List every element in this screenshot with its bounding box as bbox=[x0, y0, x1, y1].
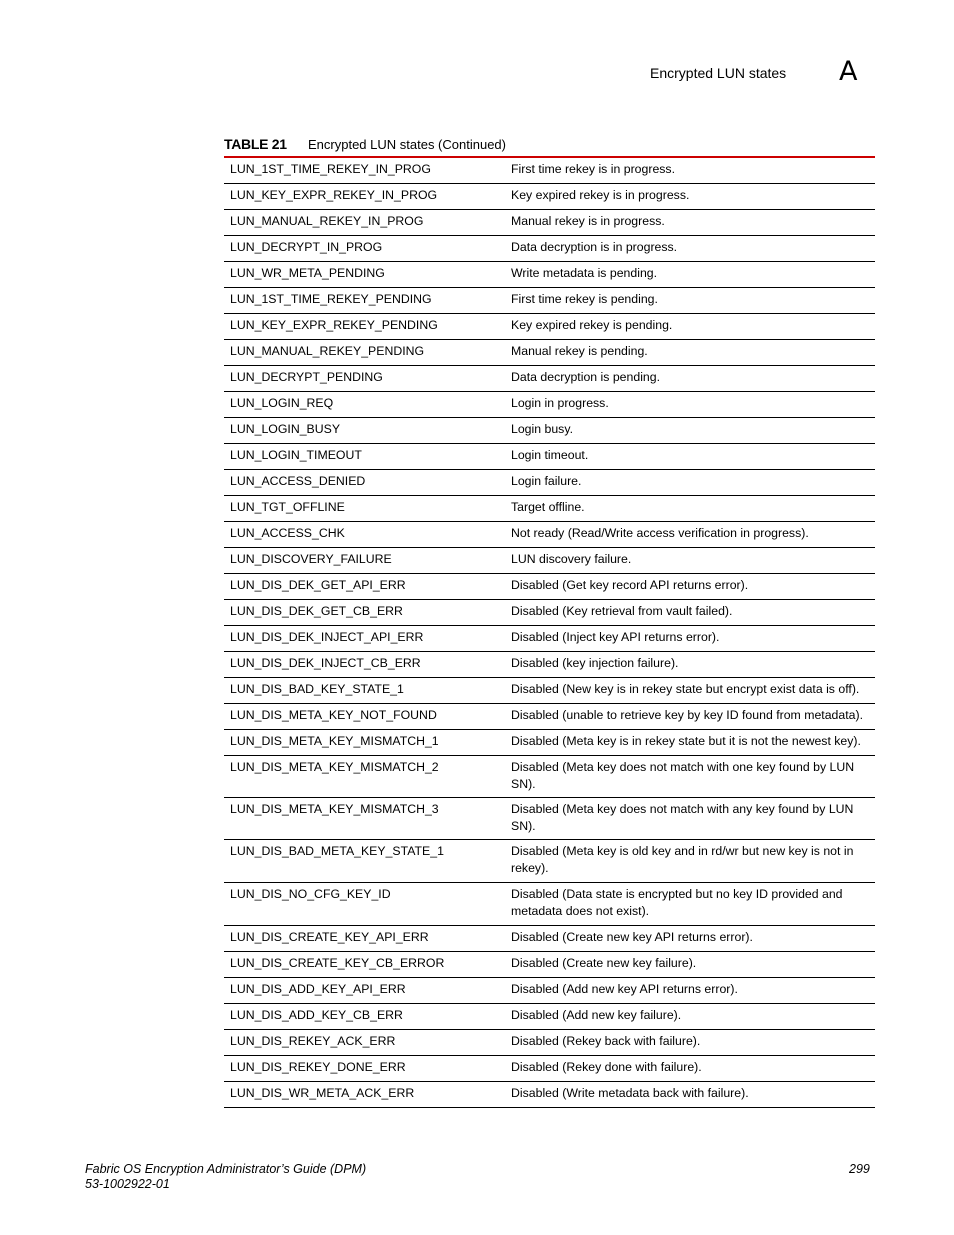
table-row bbox=[224, 798, 875, 840]
table-row bbox=[224, 840, 875, 883]
state-cell: LUN_DIS_DEK_INJECT_CB_ERR bbox=[224, 652, 504, 678]
table-row bbox=[224, 574, 875, 600]
table-row bbox=[224, 1004, 875, 1030]
description-cell: Disabled (Get key record API returns error). bbox=[504, 574, 875, 600]
state-cell: LUN_DIS_BAD_KEY_STATE_1 bbox=[224, 678, 504, 704]
table-title: Encrypted LUN states (Continued) bbox=[308, 137, 506, 152]
table-row bbox=[224, 444, 875, 470]
description-cell: Disabled (Inject key API returns error). bbox=[504, 626, 875, 652]
table-row bbox=[224, 522, 875, 548]
description-cell: Write metadata is pending. bbox=[504, 262, 875, 288]
state-cell: LUN_DIS_META_KEY_MISMATCH_3 bbox=[224, 798, 504, 840]
table-row bbox=[224, 184, 875, 210]
footer-guide-title: Fabric OS Encryption Administrator’s Guide (DPM) bbox=[85, 1162, 367, 1176]
description-cell: Disabled (Meta key does not match with any key found by LUN SN). bbox=[504, 798, 875, 840]
state-cell: LUN_DIS_DEK_INJECT_API_ERR bbox=[224, 626, 504, 652]
table-row bbox=[224, 626, 875, 652]
table-row bbox=[224, 262, 875, 288]
table-row bbox=[224, 678, 875, 704]
state-cell: LUN_DECRYPT_IN_PROG bbox=[224, 236, 504, 262]
description-cell: Disabled (Create new key API returns error). bbox=[504, 926, 875, 952]
table-row bbox=[224, 418, 875, 444]
description-cell: Login failure. bbox=[504, 470, 875, 496]
state-cell: LUN_DIS_ADD_KEY_CB_ERR bbox=[224, 1004, 504, 1030]
state-cell: LUN_DIS_META_KEY_MISMATCH_2 bbox=[224, 756, 504, 798]
description-cell: LUN discovery failure. bbox=[504, 548, 875, 574]
footer-doc-number: 53-1002922-01 bbox=[85, 1177, 170, 1191]
state-cell: LUN_KEY_EXPR_REKEY_PENDING bbox=[224, 314, 504, 340]
table-row bbox=[224, 1056, 875, 1082]
description-cell: Disabled (Create new key failure). bbox=[504, 952, 875, 978]
description-cell: Data decryption is pending. bbox=[504, 366, 875, 392]
page-number: 299 bbox=[849, 1162, 870, 1176]
state-cell: LUN_MANUAL_REKEY_PENDING bbox=[224, 340, 504, 366]
table-row bbox=[224, 1030, 875, 1056]
state-cell: LUN_DIS_WR_META_ACK_ERR bbox=[224, 1082, 504, 1108]
table-row bbox=[224, 548, 875, 574]
state-cell: LUN_WR_META_PENDING bbox=[224, 262, 504, 288]
description-cell: Disabled (Rekey back with failure). bbox=[504, 1030, 875, 1056]
state-cell: LUN_DIS_ADD_KEY_API_ERR bbox=[224, 978, 504, 1004]
table-row bbox=[224, 978, 875, 1004]
state-cell: LUN_1ST_TIME_REKEY_PENDING bbox=[224, 288, 504, 314]
description-cell: Disabled (Key retrieval from vault failed). bbox=[504, 600, 875, 626]
description-cell: Disabled (Meta key does not match with one key found by LUN SN). bbox=[504, 756, 875, 798]
table-row bbox=[224, 952, 875, 978]
table-caption bbox=[224, 136, 875, 156]
description-cell: First time rekey is pending. bbox=[504, 288, 875, 314]
table-row bbox=[224, 756, 875, 798]
table-row bbox=[224, 236, 875, 262]
state-cell: LUN_1ST_TIME_REKEY_IN_PROG bbox=[224, 158, 504, 184]
table-row bbox=[224, 158, 875, 184]
description-cell: Disabled (Write metadata back with failure). bbox=[504, 1082, 875, 1108]
state-cell: LUN_LOGIN_TIMEOUT bbox=[224, 444, 504, 470]
description-cell: Data decryption is in progress. bbox=[504, 236, 875, 262]
state-cell: LUN_ACCESS_DENIED bbox=[224, 470, 504, 496]
description-cell: Target offline. bbox=[504, 496, 875, 522]
state-cell: LUN_KEY_EXPR_REKEY_IN_PROG bbox=[224, 184, 504, 210]
appendix-letter: A bbox=[839, 56, 858, 87]
state-cell: LUN_DIS_CREATE_KEY_API_ERR bbox=[224, 926, 504, 952]
description-cell: First time rekey is in progress. bbox=[504, 158, 875, 184]
state-cell: LUN_TGT_OFFLINE bbox=[224, 496, 504, 522]
description-cell: Disabled (Meta key is in rekey state but it is not the newest key). bbox=[504, 730, 875, 756]
state-cell: LUN_DISCOVERY_FAILURE bbox=[224, 548, 504, 574]
table-row bbox=[224, 210, 875, 236]
state-cell: LUN_DIS_DEK_GET_CB_ERR bbox=[224, 600, 504, 626]
state-cell: LUN_DIS_DEK_GET_API_ERR bbox=[224, 574, 504, 600]
table-row bbox=[224, 392, 875, 418]
description-cell: Login in progress. bbox=[504, 392, 875, 418]
description-cell: Login busy. bbox=[504, 418, 875, 444]
table-body bbox=[224, 158, 875, 1108]
table-label: TABLE 21 bbox=[224, 136, 287, 152]
description-cell: Manual rekey is pending. bbox=[504, 340, 875, 366]
state-cell: LUN_ACCESS_CHK bbox=[224, 522, 504, 548]
description-cell: Key expired rekey is in progress. bbox=[504, 184, 875, 210]
table-row bbox=[224, 470, 875, 496]
state-cell: LUN_DECRYPT_PENDING bbox=[224, 366, 504, 392]
state-cell: LUN_DIS_NO_CFG_KEY_ID bbox=[224, 883, 504, 926]
table-row bbox=[224, 652, 875, 678]
description-cell: Disabled (unable to retrieve key by key ID found from metadata). bbox=[504, 704, 875, 730]
state-cell: LUN_MANUAL_REKEY_IN_PROG bbox=[224, 210, 504, 236]
description-cell: Disabled (Add new key failure). bbox=[504, 1004, 875, 1030]
state-cell: LUN_DIS_REKEY_ACK_ERR bbox=[224, 1030, 504, 1056]
table-row bbox=[224, 366, 875, 392]
state-cell: LUN_LOGIN_REQ bbox=[224, 392, 504, 418]
description-cell: Disabled (Add new key API returns error). bbox=[504, 978, 875, 1004]
description-cell: Manual rekey is in progress. bbox=[504, 210, 875, 236]
description-cell: Not ready (Read/Write access verification in progress). bbox=[504, 522, 875, 548]
description-cell: Disabled (key injection failure). bbox=[504, 652, 875, 678]
description-cell: Disabled (Rekey done with failure). bbox=[504, 1056, 875, 1082]
description-cell: Key expired rekey is pending. bbox=[504, 314, 875, 340]
state-cell: LUN_DIS_BAD_META_KEY_STATE_1 bbox=[224, 840, 504, 883]
table-row bbox=[224, 730, 875, 756]
state-cell: LUN_DIS_CREATE_KEY_CB_ERROR bbox=[224, 952, 504, 978]
table-row bbox=[224, 314, 875, 340]
table-row bbox=[224, 926, 875, 952]
table-row bbox=[224, 496, 875, 522]
table-row bbox=[224, 340, 875, 366]
description-cell: Disabled (New key is in rekey state but encrypt exist data is off). bbox=[504, 678, 875, 704]
state-cell: LUN_DIS_META_KEY_MISMATCH_1 bbox=[224, 730, 504, 756]
section-title: Encrypted LUN states bbox=[650, 65, 787, 81]
table-row bbox=[224, 288, 875, 314]
table-row bbox=[224, 883, 875, 926]
lun-states-table bbox=[224, 158, 875, 1108]
state-cell: LUN_DIS_META_KEY_NOT_FOUND bbox=[224, 704, 504, 730]
state-cell: LUN_LOGIN_BUSY bbox=[224, 418, 504, 444]
table-row bbox=[224, 1082, 875, 1108]
description-cell: Disabled (Meta key is old key and in rd/wr but new key is not in rekey). bbox=[504, 840, 875, 883]
description-cell: Disabled (Data state is encrypted but no key ID provided and metadata does not exist). bbox=[504, 883, 875, 926]
table-row bbox=[224, 600, 875, 626]
table-row bbox=[224, 704, 875, 730]
state-cell: LUN_DIS_REKEY_DONE_ERR bbox=[224, 1056, 504, 1082]
description-cell: Login timeout. bbox=[504, 444, 875, 470]
